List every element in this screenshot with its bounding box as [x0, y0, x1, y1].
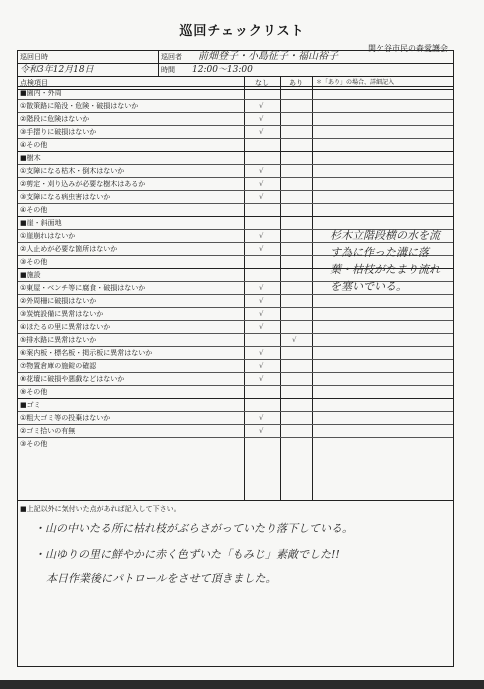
checklist-item-label: ⑥案内板・標名板・掲示板に異常はないか: [20, 349, 153, 357]
check-mark-none: √: [259, 375, 264, 383]
free-comment-label: ■上記以外に気付いた点があれば記入して下さい。: [20, 505, 181, 513]
checklist-item: [18, 112, 453, 125]
checklist-item-label: ③その他: [20, 440, 48, 448]
checklist-item-label: ②ゴミ拾いの有無: [20, 427, 76, 435]
check-mark-none: √: [259, 232, 264, 240]
scan-edge-bar: [0, 680, 484, 689]
checklist-item: [18, 437, 453, 450]
checklist-item-label: ④その他: [20, 141, 48, 149]
checklist-item: [18, 333, 453, 346]
items-label: 点検項目: [20, 79, 48, 87]
checklist-item-label: ①東屋・ベンチ等に腐食・破損はないか: [20, 284, 146, 292]
check-mark-none: √: [259, 193, 264, 201]
check-mark-none: √: [259, 297, 264, 305]
check-mark-none: √: [259, 414, 264, 422]
time-label: 時間: [158, 64, 191, 76]
check-mark-none: √: [259, 427, 264, 435]
checklist-item-label: ①粗大ゴミ等の投棄はないか: [20, 414, 111, 422]
checklist-item-label: ③支障になる病虫害はないか: [20, 193, 111, 201]
free-comment-line: 本日作業後にパトロールをさせて頂きました。: [46, 572, 277, 585]
checklist-item-label: ②人止めが必要な箇所はないか: [20, 245, 118, 253]
header-table: [17, 50, 454, 90]
check-mark-none: √: [259, 310, 264, 318]
section-heading: ■ゴミ: [18, 398, 453, 411]
section-heading: ■施設: [18, 268, 453, 281]
free-comment-line: ・山ゆりの里に鮮やかに赤く色ずいた「もみじ」素敵でした!!: [34, 548, 340, 561]
date-value: 令和3年12月18日: [20, 65, 94, 75]
check-mark-none: √: [259, 323, 264, 331]
check-mark-none: √: [259, 180, 264, 188]
check-mark-none: √: [259, 362, 264, 370]
col-none-label: なし: [244, 77, 279, 89]
patrol-label: 巡回者: [158, 51, 197, 63]
time-value: 12:00〜13:00: [192, 65, 253, 75]
section-heading: ■崖・斜面地: [18, 216, 453, 229]
check-mark-none: √: [259, 115, 264, 123]
checklist-item: [18, 177, 453, 190]
checklist-item-label: ⑨その他: [20, 388, 48, 396]
checklist-item: [18, 359, 453, 372]
page-title: 巡回チェックリスト: [179, 24, 305, 39]
checklist-item: [18, 372, 453, 385]
checklist-item-label: ③炭焼設備に異常はないか: [20, 310, 104, 318]
checklist-item-label: ①支障になる枯木・倒木はないか: [20, 167, 125, 175]
checklist-item: [18, 411, 453, 424]
check-mark-yes: √: [292, 336, 297, 344]
checklist-item: [18, 294, 453, 307]
checklist-item-label: ⑧花壇に破損や悪戯などはないか: [20, 375, 125, 383]
check-mark-none: √: [259, 128, 264, 136]
date-label: 巡回日時: [20, 53, 48, 61]
checklist-item: [18, 424, 453, 437]
checklist-item-label: ②外周柵に破損はないか: [20, 297, 97, 305]
remarks-text: 杉木立階段横の水を流す為に作った溝に落葉・枯枝がたまり流れを塞いでいる。: [330, 229, 440, 293]
patrol-value: 前畑登子・小島征子・福山裕子: [198, 51, 338, 62]
checklist-item-label: ①散策路に陥没・危険・破損はないか: [20, 102, 139, 110]
checklist-item: [18, 307, 453, 320]
check-mark-none: √: [259, 284, 264, 292]
checklist-item: [18, 99, 453, 112]
checklist-item-label: ②剪定・刈り込みが必要な樹木はあるか: [20, 180, 146, 188]
checklist-item: [18, 320, 453, 333]
check-mark-none: √: [259, 167, 264, 175]
check-mark-none: √: [259, 245, 264, 253]
checklist-item-label: ③手摺りに破損はないか: [20, 128, 97, 136]
checklist-item-label: ①崖崩れはないか: [20, 232, 76, 240]
section-heading: ■樹木: [18, 151, 453, 164]
checklist-item-label: ⑦物置倉庫の施錠の確認: [20, 362, 97, 370]
col-yes-label: あり: [280, 77, 311, 89]
checklist-item: [18, 125, 453, 138]
check-mark-none: √: [259, 349, 264, 357]
checklist-item-label: ④その他: [20, 206, 48, 214]
checklist-item: [18, 385, 453, 398]
checklist-item: [18, 164, 453, 177]
section-heading: ■園内・外周: [18, 86, 453, 99]
free-comment-line: ・山の中いたる所に枯れ枝がぶらさがっていたり落下している。: [34, 522, 353, 535]
checklist-item-label: ③その他: [20, 258, 48, 266]
checklist-item: [18, 138, 453, 151]
checklist-item: [18, 203, 453, 216]
checklist-item: [18, 190, 453, 203]
checklist-item-label: ②階段に危険はないか: [20, 115, 90, 123]
checklist-item: [18, 346, 453, 359]
checklist-item-label: ④ほたるの里に異常はないか: [20, 323, 111, 331]
check-mark-none: √: [259, 102, 264, 110]
col-note-label: ＊「あり」の場合、詳細記入: [312, 77, 456, 89]
organization-name: 関ケ谷市民の森愛護会: [368, 44, 448, 53]
checklist-item-label: ⑤排水路に異常はないか: [20, 336, 97, 344]
